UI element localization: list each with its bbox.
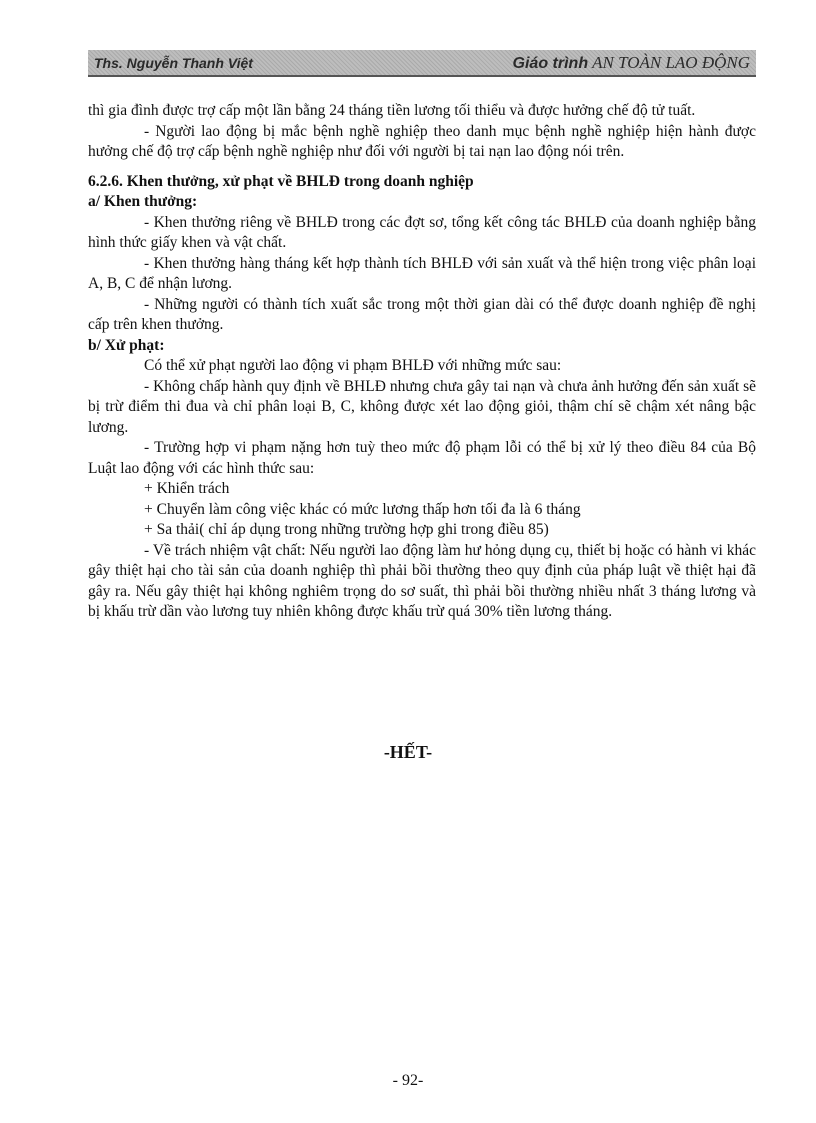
paragraph-reward-3: - Những người có thành tích xuất sắc trong một thời gian dài có thể được doanh nghiệp đề nghị cấp trên khen thưởng.	[88, 295, 756, 333]
paragraph-penalty-1: - Không chấp hành quy định về BHLĐ nhưng chưa gây tai nạn và chưa ảnh hưởng đến sản xuất sẽ bị trừ điểm thi đua và chỉ phân loại B, C, không được xét lao động giỏi, thậm chí sẽ chậm xét nâng bậc lương.	[88, 377, 756, 436]
end-mark: -HẾT-	[383, 742, 433, 762]
bullet-reprimand: + Khiển trách	[144, 480, 230, 497]
header-book-title	[513, 53, 750, 73]
bullet-dismissal: + Sa thải( chỉ áp dụng trong những trường hợp ghi trong điều 85)	[144, 521, 549, 538]
paragraph-material-liability: - Về trách nhiệm vật chất: Nếu người lao động làm hư hỏng dụng cụ, thiết bị hoặc có hành vi khác gây thiệt hại cho tài sản của doanh nghiệp thì phải bồi thường theo quy định của pháp luật về thiệt hại đã gây ra. Nếu gây thiệt hại không nghiêm trọng do sơ suất, thì phải bồi thường nhiều nhất 3 tháng lương và bị khấu trừ dần vào lương tuy nhiên không được khấu trừ quá 30% tiền lương tháng.	[88, 541, 756, 620]
bullet-transfer: + Chuyển làm công việc khác có mức lương thấp hơn tối đa là 6 tháng	[144, 500, 581, 518]
subheading-penalties: b/ Xử phạt:	[88, 336, 165, 354]
page-body	[88, 101, 756, 623]
page-number: - 92-	[392, 1072, 424, 1089]
running-header	[88, 50, 756, 77]
paragraph-reward-1: - Khen thưởng riêng về BHLĐ trong các đợt sơ, tổng kết công tác BHLĐ của doanh nghiệp bằng hình thức giấy khen và vật chất.	[88, 213, 756, 251]
paragraph-reward-2: - Khen thưởng hàng tháng kết hợp thành tích BHLĐ với sản xuất và thể hiện trong việc phân loại A, B, C để nhận lương.	[88, 254, 756, 292]
paragraph-continued: thì gia đình được trợ cấp một lần bằng 24 tháng tiền lương tối thiểu và được hưởng chế độ tử tuất.	[88, 102, 696, 119]
paragraph-penalty-2: - Trường hợp vi phạm nặng hơn tuỳ theo mức độ phạm lỗi có thể bị xử lý theo điều 84 của Bộ Luật lao động với các hình thức sau:	[88, 439, 756, 477]
header-book-prefix: Giáo trình	[512, 55, 589, 72]
subheading-rewards: a/ Khen thưởng:	[88, 193, 198, 210]
header-book-name: AN TOÀN LAO ĐỘNG	[592, 53, 750, 72]
paragraph-occupational-disease: - Người lao động bị mắc bệnh nghề nghiệp theo danh mục bệnh nghề nghiệp hiện hành được hưởng chế độ trợ cấp bệnh nghề nghiệp như đối với người bị tai nạn lao động nói trên.	[88, 122, 756, 160]
header-author: Ths. Nguyễn Thanh Việt	[94, 55, 253, 71]
paragraph-penalty-intro: Có thể xử phạt người lao động vi phạm BHLĐ với những mức sau:	[144, 357, 562, 374]
section-heading: 6.2.6. Khen thưởng, xử phạt về BHLĐ trong doanh nghiệp	[88, 172, 474, 190]
